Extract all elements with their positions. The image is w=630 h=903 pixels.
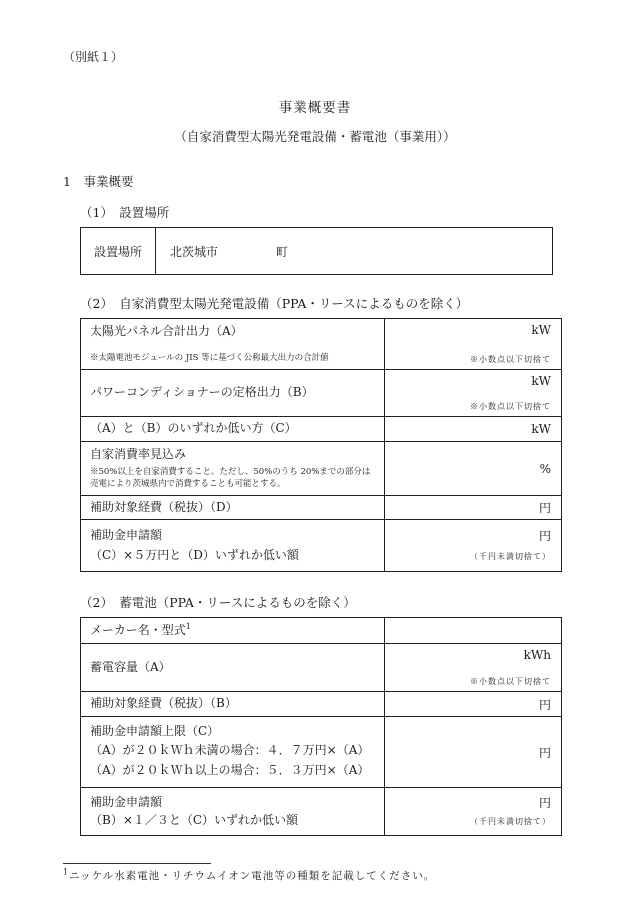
unit-note: ※小数点以下切捨て [470, 677, 551, 686]
row-label: （A）と（B）のいずれか低い方（C） [90, 421, 297, 436]
location-town-suffix: 町 [276, 244, 289, 259]
row-label-cell [81, 520, 384, 571]
row-unit-cell [384, 417, 561, 441]
location-value-cell [156, 228, 552, 274]
row-label: 補助対象経費（税抜）（D） [90, 499, 238, 514]
page-title: 事業概要書 [278, 100, 352, 116]
row-label-cell [81, 370, 384, 416]
row-sublabel: （B）×１／３と（C）いずれか低い額 [90, 812, 299, 827]
row-label: メーカー名・型式$^1$ [90, 621, 191, 637]
unit-label: kW [531, 323, 551, 337]
row-label: 太陽光パネル合計出力（A） [90, 324, 243, 338]
unit-note: ※小数点以下切捨て [470, 355, 551, 364]
row-unit-cell [384, 496, 561, 519]
unit-label: kW [531, 422, 551, 436]
table-row [81, 618, 561, 643]
row-label: 補助金申請額上限（C） [90, 724, 220, 738]
table-row [81, 643, 561, 691]
location-city: 北茨城市 [170, 244, 219, 259]
table-row [81, 787, 561, 835]
row-condition-under: （A）が２０ｋＷｈ未満の場合：４．７万円×（A） [90, 743, 370, 758]
unit-note: ※小数点以下切捨て [470, 402, 551, 411]
location-label-cell: 設置場所 [81, 228, 156, 274]
location-heading: （1） 設置場所 [80, 205, 170, 220]
table-row [81, 495, 561, 519]
battery-table [80, 617, 562, 836]
row-label: 蓄電容量（A） [90, 659, 171, 674]
row-label-cell [81, 417, 384, 441]
table-row [81, 716, 561, 787]
row-label: パワーコンディショナーの定格出力（B） [90, 385, 314, 400]
unit-label: kW [531, 374, 551, 388]
page-subtitle: （自家消費型太陽光発電設備・蓄電池（事業用）） [174, 129, 456, 144]
row-unit-cell [384, 692, 561, 716]
row-unit-cell [384, 788, 561, 835]
unit-label: kWh [523, 648, 551, 662]
row-label-cell [81, 644, 384, 691]
section-1-heading: 1 事業概要 [63, 174, 134, 189]
unit-label: 円 [538, 697, 551, 712]
table-row [81, 319, 561, 369]
table-row [81, 416, 561, 441]
solar-table [80, 318, 562, 572]
row-label: 補助金申請額 [90, 528, 163, 542]
footnote-text: ニッケル水素電池・リチウムイオン電池等の種類を記載してください。 [69, 870, 436, 882]
battery-section-heading: （2） 蓄電池（PPA・リースによるものを除く） [80, 595, 356, 610]
row-note: ※50%以上を自家消費すること。ただし、50%のうち 20%までの部分は売電により茨城県内で消費することも可能とする。 [90, 466, 371, 490]
row-label-cell [81, 788, 384, 835]
row-label: 補助対象経費（税抜）（B） [90, 696, 237, 711]
solar-section-heading: （2） 自家消費型太陽光発電設備（PPA・リースによるものを除く） [80, 296, 469, 311]
row-unit-cell [384, 717, 561, 787]
unit-label: % [539, 461, 551, 476]
table-row [81, 691, 561, 716]
footnote-marker: 1 [63, 867, 70, 877]
unit-label: 円 [538, 529, 551, 543]
row-label-cell [81, 618, 384, 643]
row-label: 自家消費率見込み [90, 447, 187, 461]
row-unit-cell [384, 442, 561, 495]
row-unit-cell [384, 644, 561, 691]
row-unit-cell [384, 618, 561, 643]
table-row [81, 519, 561, 571]
row-unit-cell [384, 520, 561, 571]
table-row [81, 369, 561, 416]
row-unit-cell [384, 319, 561, 369]
footnote-ref: 1 [185, 621, 191, 631]
location-table [80, 227, 553, 275]
unit-note: （千円未満切捨て） [470, 552, 551, 561]
footnote [63, 868, 630, 883]
row-note: ※太陽電池モジュールの JIS 等に基づく公称最大出力の合計値 [90, 353, 329, 364]
row-label-cell [81, 496, 384, 519]
unit-note: （千円未満切捨て） [470, 817, 551, 826]
unit-label: 円 [538, 745, 551, 760]
row-label: 補助金申請額 [90, 795, 163, 809]
row-label-cell [81, 692, 384, 716]
row-sublabel: （C）×５万円と（D）いずれか低い額 [90, 547, 299, 562]
row-condition-over: （A）が２０ｋＷｈ以上の場合：５．３万円×（A） [90, 762, 370, 777]
row-label-cell [81, 319, 384, 369]
unit-label: 円 [538, 501, 551, 515]
row-unit-cell [384, 370, 561, 416]
row-label-cell [81, 717, 384, 787]
table-row [81, 441, 561, 495]
unit-label: 円 [538, 796, 551, 810]
row-label-cell [81, 442, 384, 495]
attachment-label: （別紙１） [63, 50, 124, 64]
footnote-separator [63, 863, 211, 864]
